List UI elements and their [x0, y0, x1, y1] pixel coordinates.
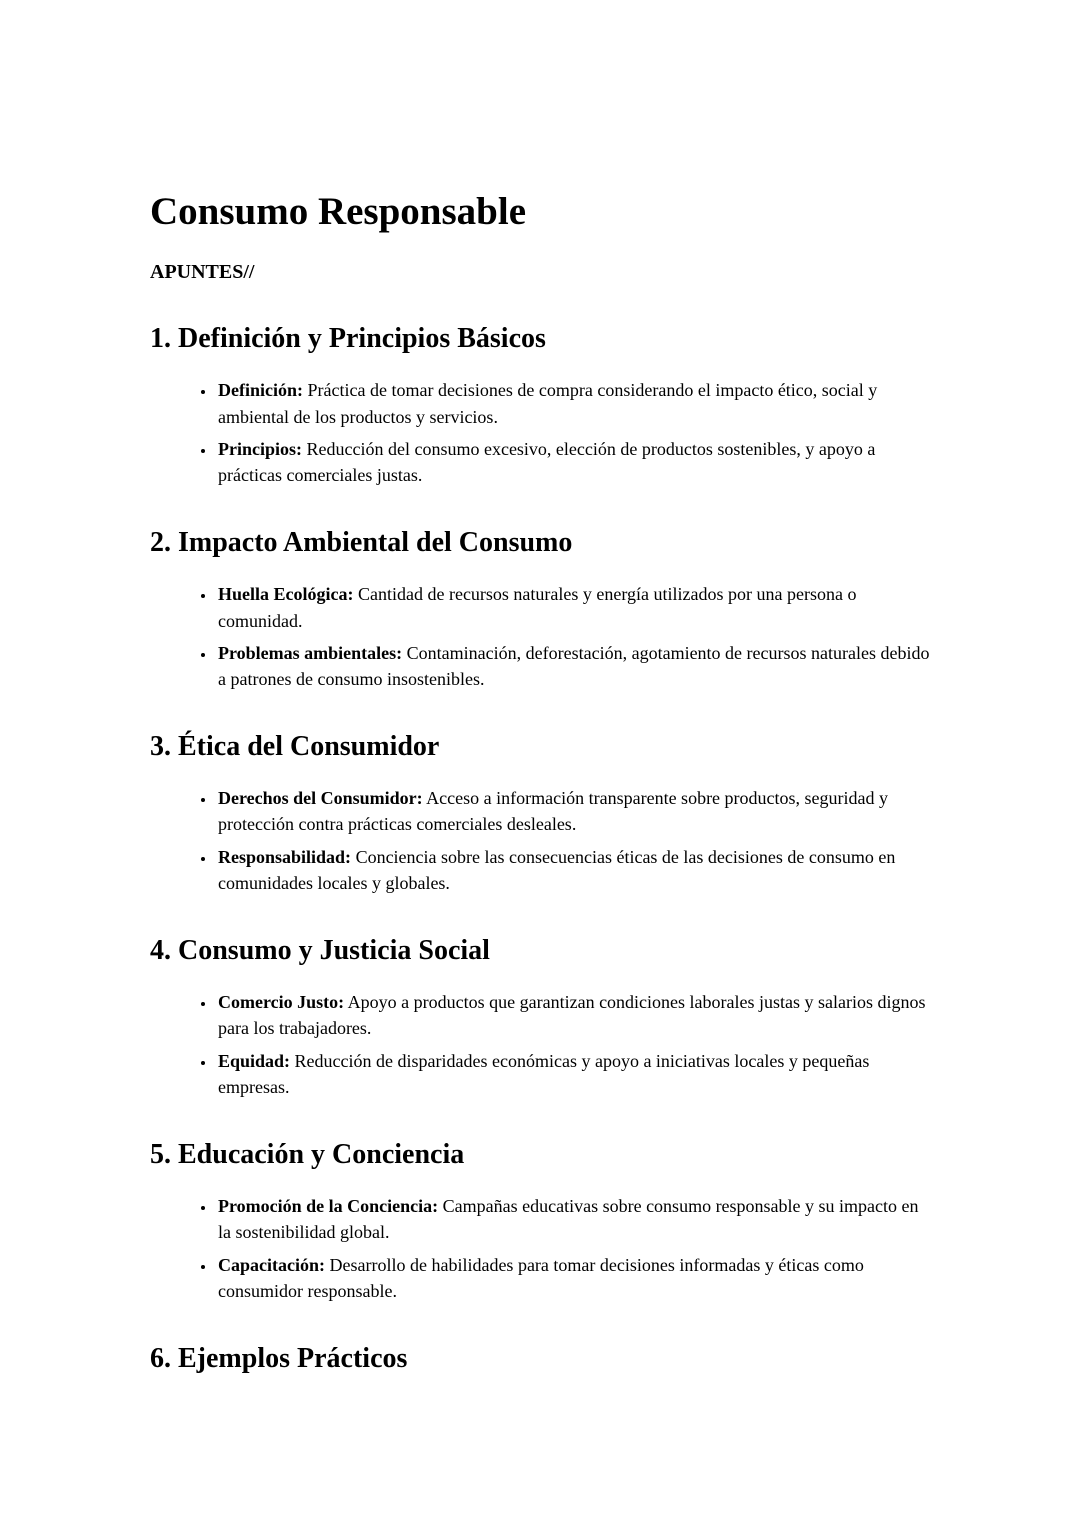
bullet-text: Reducción de disparidades económicas y apoyo a iniciativas locales y pequeñas empresas. [218, 1050, 870, 1097]
list-item [216, 581, 930, 633]
bullet-term: Problemas ambientales: [218, 642, 403, 663]
section-heading: 2. Impacto Ambiental del Consumo [150, 526, 573, 558]
bullet-text: Campañas educativas sobre consumo responsable y su impacto en la sostenibilidad global. [218, 1196, 919, 1243]
section-educacion-y-conciencia [150, 1138, 930, 1304]
bullet-text: Contaminación, deforestación, agotamiento de recursos naturales debido a patrones de consumo insostenibles. [218, 642, 930, 689]
section-ejemplos-practicos [150, 1342, 930, 1376]
bullet-text: Práctica de tomar decisiones de compra considerando el impacto ético, social y ambiental de los productos y servicios. [218, 380, 878, 427]
bullet-text: Desarrollo de habilidades para tomar decisiones informadas y éticas como consumidor responsable. [218, 1254, 864, 1301]
section-etica-del-consumidor [150, 730, 930, 896]
document-subtitle: APUNTES// [150, 260, 255, 283]
bullet-list [150, 377, 930, 487]
list-item [216, 640, 930, 692]
bullet-term: Equidad: [218, 1050, 291, 1071]
list-item [216, 785, 930, 837]
section-consumo-y-justicia-social [150, 934, 930, 1100]
section-heading: 1. Definición y Principios Básicos [150, 322, 546, 354]
bullet-text: Apoyo a productos que garantizan condiciones laborales justas y salarios dignos para los trabajadores. [218, 992, 926, 1039]
bullet-text: Cantidad de recursos naturales y energía utilizados por una persona o comunidad. [218, 584, 857, 631]
bullet-text: Conciencia sobre las consecuencias éticas de las decisiones de consumo en comunidades locales y globales. [218, 846, 896, 893]
bullet-term: Huella Ecológica: [218, 584, 354, 605]
bullet-list [150, 581, 930, 691]
section-heading: 5. Educación y Conciencia [150, 1138, 465, 1170]
bullet-list [150, 785, 930, 895]
section-heading: 3. Ética del Consumidor [150, 730, 440, 762]
bullet-term: Definición: [218, 380, 303, 401]
section-heading: 6. Ejemplos Prácticos [150, 1342, 408, 1374]
bullet-term: Principios: [218, 438, 302, 459]
bullet-list [150, 989, 930, 1099]
bullet-term: Comercio Justo: [218, 992, 345, 1013]
list-item [216, 1193, 930, 1245]
document-title: Consumo Responsable [150, 190, 527, 233]
bullet-list [150, 1193, 930, 1303]
bullet-term: Derechos del Consumidor: [218, 788, 423, 809]
list-item [216, 1252, 930, 1304]
section-impacto-ambiental [150, 526, 930, 692]
bullet-text: Reducción del consumo excesivo, elección de productos sostenibles, y apoyo a prácticas comerciales justas. [218, 438, 876, 485]
list-item [216, 377, 930, 429]
list-item [216, 844, 930, 896]
bullet-term: Promoción de la Conciencia: [218, 1196, 439, 1217]
section-definicion-y-principios [150, 322, 930, 488]
list-item [216, 436, 930, 488]
bullet-term: Responsabilidad: [218, 846, 352, 867]
list-item [216, 989, 930, 1041]
bullet-text: Acceso a información transparente sobre productos, seguridad y protección contra prácticas comerciales desleales. [218, 788, 889, 835]
list-item [216, 1048, 930, 1100]
bullet-term: Capacitación: [218, 1254, 325, 1275]
section-heading: 4. Consumo y Justicia Social [150, 934, 490, 966]
